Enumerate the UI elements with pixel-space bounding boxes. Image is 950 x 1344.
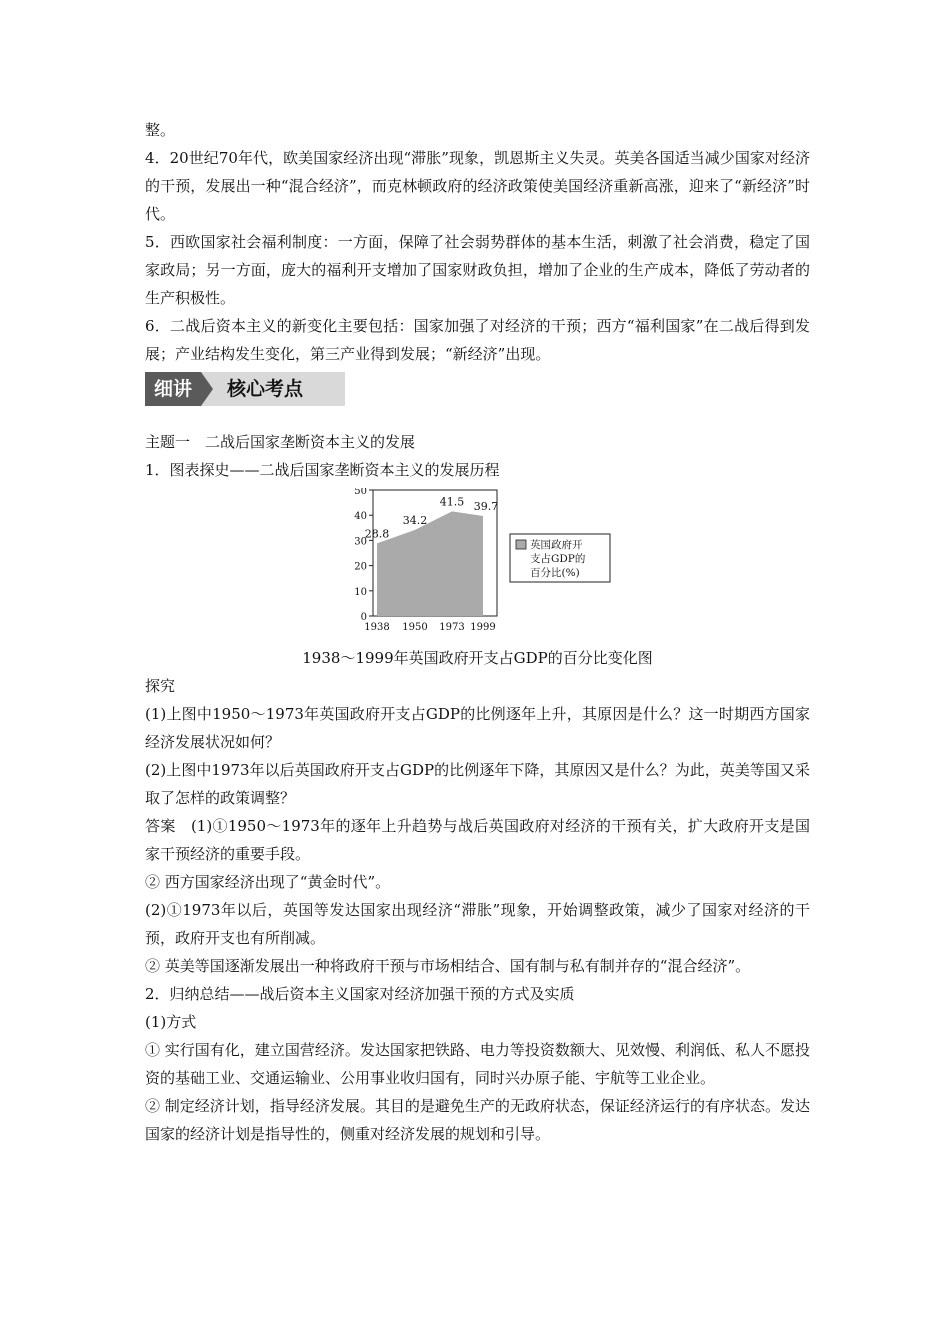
- paragraph: 6．二战后资本主义的新变化主要包括：国家加强了对经济的干预；西方“福利国家”在二战后得到发展；产业结构发生变化，第三产业得到发展；“新经济”出现。: [145, 317, 810, 363]
- chart-caption: 1938～1999年英国政府开支占GDP的百分比变化图: [302, 649, 653, 667]
- data-label: 28.8: [364, 527, 390, 541]
- data-label: 39.7: [473, 499, 499, 513]
- paragraph: (2)上图中1973年以后英国政府开支占GDP的比例逐年下降，其原因又是什么？为此，英美等国又采取了怎样的政策调整？: [145, 761, 810, 807]
- y-tick-label: 50: [354, 488, 367, 497]
- paragraph: ② 制定经济计划，指导经济发展。其目的是避免生产的无政府状态，保证经济运行的有序状态。发达国家的经济计划是指导性的，侧重对经济发展的规划和引导。: [145, 1097, 810, 1143]
- data-label: 41.5: [439, 495, 465, 509]
- paragraph: 5．西欧国家社会福利制度：一方面，保障了社会弱势群体的基本生活，刺激了社会消费，稳定了国家政局；另一方面，庞大的福利开支增加了国家财政负担，增加了企业的生产成本，降低了劳动者的生产积极性。: [145, 233, 810, 307]
- section-title: 1．图表探史——二战后国家垄断资本主义的发展历程: [145, 461, 500, 479]
- topic-title: 主题一 二战后国家垄断资本主义的发展: [145, 433, 416, 451]
- y-tick-label: 0: [360, 612, 367, 623]
- banner-arrow: [201, 372, 213, 406]
- section-title: 2．归纳总结——战后资本主义国家对经济加强干预的方式及实质: [145, 985, 575, 1003]
- y-tick-label: 30: [354, 536, 367, 548]
- legend-label: 支占GDP的: [530, 553, 586, 565]
- paragraph: ② 西方国家经济出现了“黄金时代”。: [145, 873, 391, 891]
- paragraph: (1)上图中1950～1973年英国政府开支占GDP的比例逐年上升，其原因是什么？这一时期西方国家经济发展状况如何？: [145, 705, 810, 751]
- x-tick-label: 1973: [439, 622, 465, 633]
- explore-label: 探究: [145, 677, 176, 695]
- x-tick-label: 1999: [470, 622, 496, 633]
- paragraph: 4．20世纪70年代，欧美国家经济出现“滞胀”现象，凯恩斯主义失灵。英美各国适当减少国家对经济的干预，发展出一种“混合经济”，而克林顿政府的经济政策使美国经济重新高涨，迎来了“新经济”时代。: [145, 149, 810, 223]
- paragraph: ① 实行国有化，建立国营经济。发达国家把铁路、电力等投资数额大、见效慢、利润低、私人不愿投资的基础工业、交通运输业、公用事业收归国有，同时兴办原子能、宇航等工业企业。: [145, 1041, 810, 1087]
- y-tick-label: 20: [354, 561, 367, 573]
- x-tick-label: 1938: [364, 622, 390, 633]
- area-chart: [340, 488, 620, 638]
- answer-paragraph: 答案 (1)①1950～1973年的逐年上升趋势与战后英国政府对经济的干预有关，扩大政府开支是国家干预经济的重要手段。: [145, 817, 810, 863]
- banner-left-label: 细讲: [145, 372, 201, 406]
- document-page: [145, 116, 810, 1148]
- y-tick-label: 10: [354, 586, 367, 598]
- subsection-title: (1)方式: [145, 1013, 197, 1031]
- chart-container: [145, 488, 810, 638]
- paragraph: (2)①1973年以后，英国等发达国家出现经济“滞胀”现象，开始调整政策，减少了国家对经济的干预，政府开支也有所削减。: [145, 901, 810, 947]
- data-label: 34.2: [402, 513, 428, 527]
- paragraph: 整。: [145, 121, 176, 139]
- x-tick-label: 1950: [402, 622, 428, 633]
- section-banner: [145, 372, 345, 406]
- legend-label: 百分比(%): [530, 567, 580, 579]
- legend-swatch: [516, 540, 526, 549]
- paragraph: ② 英美等国逐渐发展出一种将政府干预与市场相结合、国有制与私有制并存的“混合经济”。: [145, 957, 751, 975]
- legend-label: 英国政府开: [530, 539, 583, 551]
- banner-title: 核心考点: [227, 378, 304, 400]
- y-tick-label: 40: [354, 511, 367, 523]
